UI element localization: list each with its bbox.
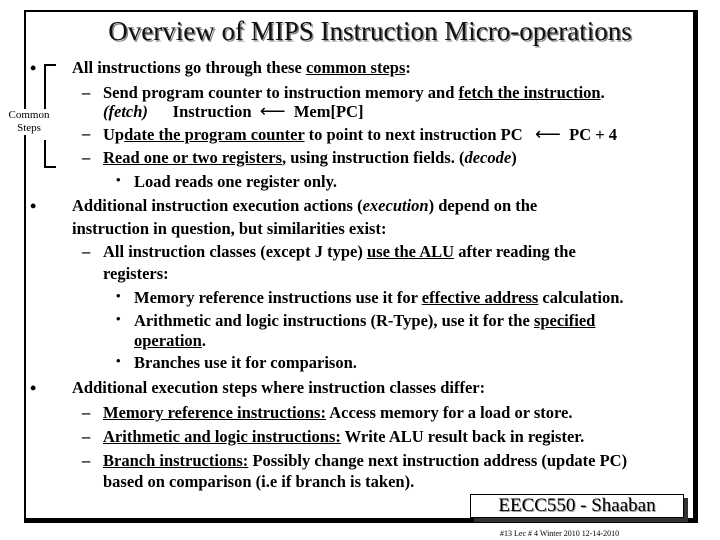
dash-icon: – xyxy=(82,451,91,470)
branch-step-cont: based on comparison (i.e if branch is taken). xyxy=(103,472,415,491)
bullet-2-line-2: instruction in question, but similarities exist: xyxy=(72,219,387,238)
rtype-alu: Arithmetic and logic instructions (R-Type), use it for the specified xyxy=(134,311,596,330)
small-bullet-icon: • xyxy=(116,288,121,303)
bullet-icon: • xyxy=(30,378,37,398)
left-arrow-icon: ⟵ xyxy=(259,101,286,121)
branch-alu: Branches use it for comparison. xyxy=(134,353,357,372)
dash-icon: – xyxy=(82,83,91,102)
slide-footer: #13 Lec # 4 Winter 2010 12-14-2010 xyxy=(500,529,620,538)
left-arrow-icon: ⟵ xyxy=(535,124,561,144)
bullet-2-line-1: Additional instruction execution actions (execution) depend on the xyxy=(72,196,538,215)
step-fetch-rtl: (fetch) Instruction ⟵ Mem[PC] xyxy=(103,101,364,121)
course-badge: EECC550 - Shaaban xyxy=(470,494,690,522)
memory-ref-step: Memory reference instructions: Access memory for a load or store. xyxy=(103,403,573,422)
dash-icon: – xyxy=(82,242,91,261)
bracket-top xyxy=(44,64,56,112)
bullet-icon: • xyxy=(30,58,37,78)
step-decode: Read one or two registers, using instruction fields. (decode) xyxy=(103,148,517,167)
branch-step: Branch instructions: Possibly change next instruction address (update PC) xyxy=(103,451,628,470)
dash-icon: – xyxy=(82,124,91,143)
bullet-icon: • xyxy=(30,196,37,216)
step-update-pc: Update the program counter to point to next instruction PC ⟵ PC + 4 xyxy=(103,124,618,144)
alu-step-cont: registers: xyxy=(103,264,169,283)
dash-icon: – xyxy=(82,427,91,446)
alu-step: All instruction classes (except J type) use the ALU after reading the xyxy=(103,242,576,261)
bullet-3: Additional execution steps where instruction classes differ: xyxy=(72,378,486,397)
rtype-alu-cont: operation. xyxy=(134,331,206,350)
small-bullet-icon: • xyxy=(116,172,121,187)
memory-ref-alu: Memory reference instructions use it for effective address calculation. xyxy=(134,288,624,307)
small-bullet-icon: • xyxy=(116,353,121,368)
step-fetch: Send program counter to instruction memory and fetch the instruction. xyxy=(103,83,605,102)
bracket-bottom xyxy=(44,140,56,168)
arith-logic-step: Arithmetic and logic instructions: Write ALU result back in register. xyxy=(103,427,585,446)
slide-title: Overview of MIPS Instruction Micro-operations xyxy=(108,16,632,46)
bullet-1: All instructions go through these common steps: xyxy=(72,58,411,77)
small-bullet-icon: • xyxy=(116,311,121,326)
dash-icon: – xyxy=(82,403,91,422)
dash-icon: – xyxy=(82,148,91,167)
load-note: Load reads one register only. xyxy=(134,172,338,191)
common-steps-label: Common Steps xyxy=(6,109,52,135)
